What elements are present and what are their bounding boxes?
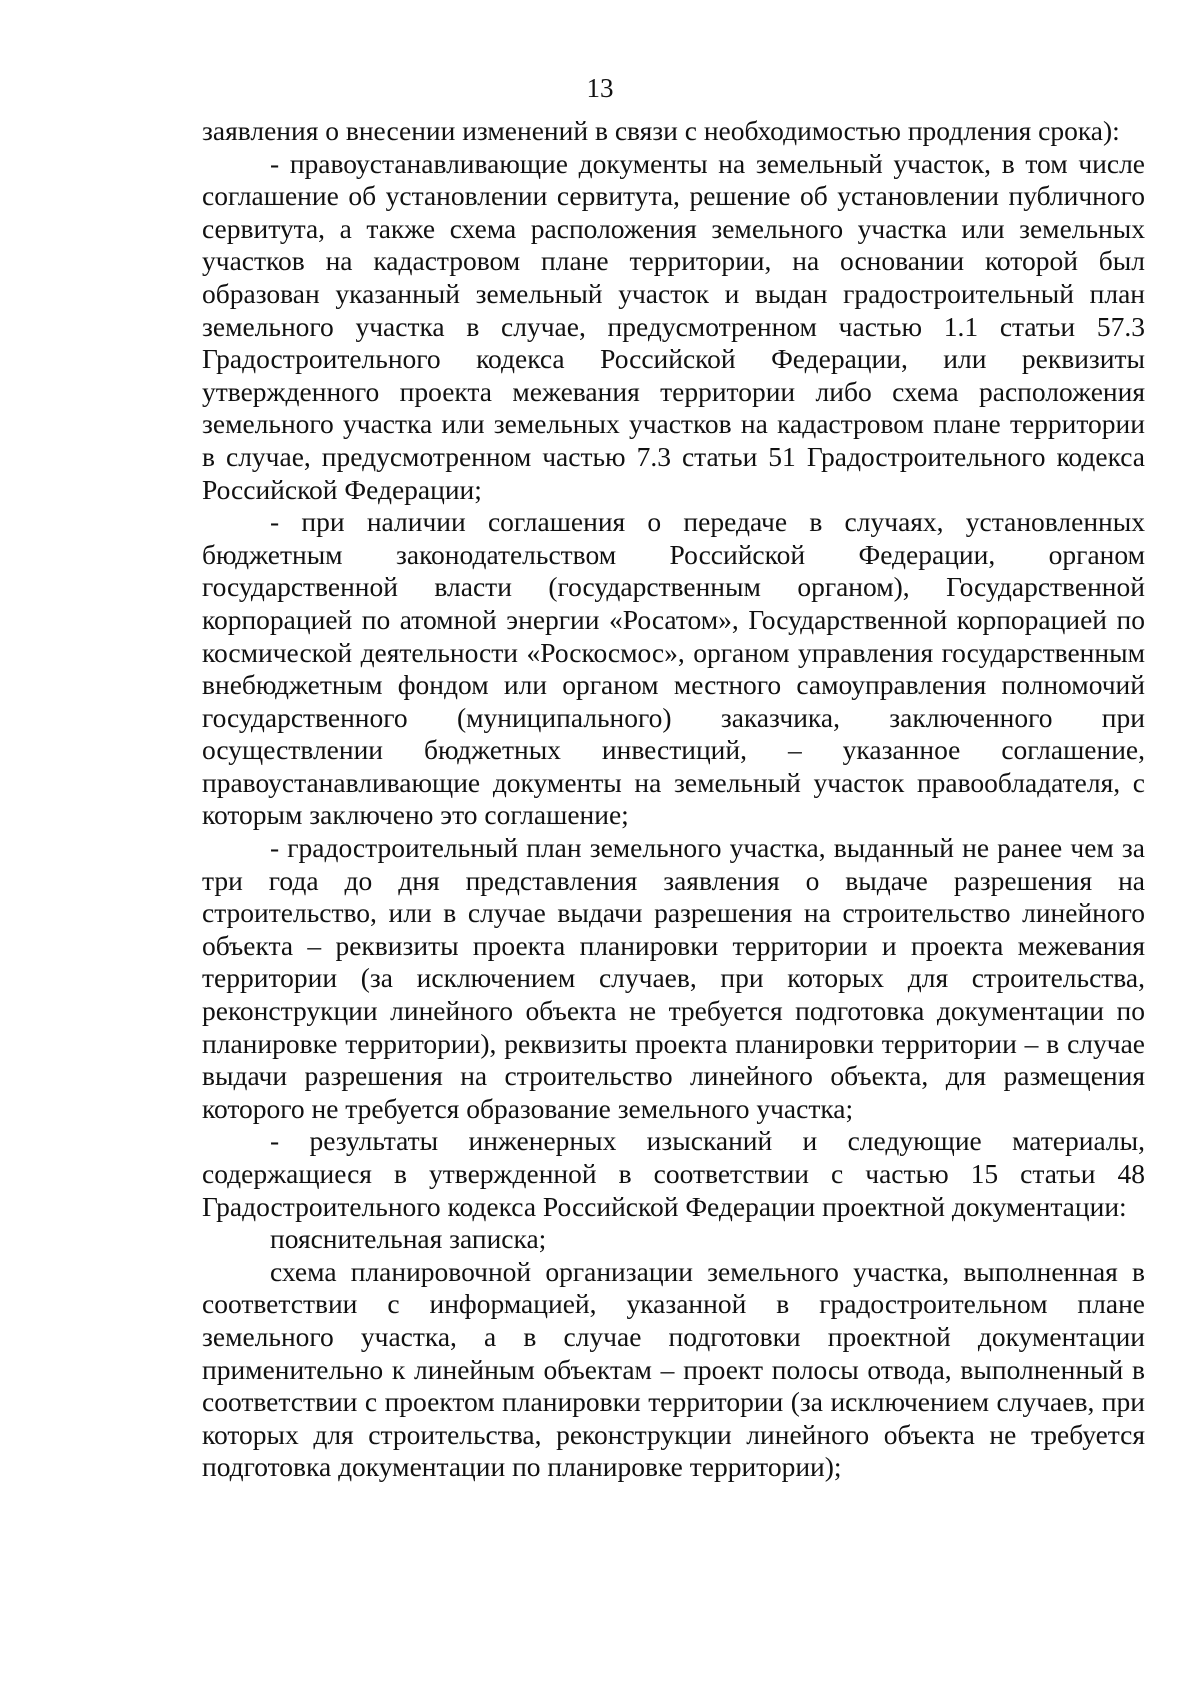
- paragraph-survey-results: - результаты инженерных изысканий и следующие материалы, содержащиеся в утвержденной в соответствии с частью 15 статьи 48 Градостроительного кодекса Российской Федерации проектной документации:: [202, 1125, 1145, 1222]
- page-number: 13: [586, 73, 614, 103]
- paragraph-explanatory-note: пояснительная записка;: [270, 1223, 547, 1255]
- paragraph-site-scheme: схема планировочной организации земельного участка, выполненная в соответствии с информацией, указанной в градостроительном плане земельного участка, а в случае подготовки проектной документации применительно к линейным объектам – проект полосы отвода, выполненный в соответствии с проектом планировки территории (за исключением случаев, при которых для строительства, реконструкции линейного объекта не требуется подготовка документации по планировке территории);: [202, 1255, 1145, 1483]
- document-body: [202, 115, 1145, 1484]
- paragraph-continuation: заявления о внесении изменений в связи с необходимостью продления срока):: [202, 115, 1120, 146]
- paragraph-title-documents: - правоустанавливающие документы на земельный участок, в том числе соглашение об установлении сервитута, решение об установлении публичного сервитута, а также схема расположения земельного участка или земельных участков на кадастровом плане территории, на основании которой был образован указанный земельный участок и выдан градостроительный план земельного участка в случае, предусмотренном частью 1.1 статьи 57.3 Градостроительного кодекса Российской Федерации, или реквизиты утвержденного проекта межевания территории либо схема расположения земельного участка или земельных участков на кадастровом плане территории в случае, предусмотренном частью 7.3 статьи 51 Градостроительного кодекса Российской Федерации;: [202, 147, 1145, 505]
- paragraph-agreement: - при наличии соглашения о передаче в случаях, установленных бюджетным законодательством Российской Федерации, органом государственной власти (государственным органом), Государственной корпорацией по атомной энергии «Росатом», Государственной корпорацией по космической деятельности «Роскосмос», органом управления государственным внебюджетным фондом или органом местного самоуправления полномочий государственного (муниципального) заказчика, заключенного при осуществлении бюджетных инвестиций, – указанное соглашение, правоустанавливающие документы на земельный участок правообладателя, с которым заключено это соглашение;: [202, 506, 1145, 831]
- paragraph-urban-plan: - градостроительный план земельного участка, выданный не ранее чем за три года до дня представления заявления о выдаче разрешения на строительство, или в случае выдачи разрешения на строительство линейного объекта – реквизиты проекта планировки территории и проекта межевания территории (за исключением случаев, при которых для строительства, реконструкции линейного объекта не требуется подготовка документации по планировке территории), реквизиты проекта планировки территории – в случае выдачи разрешения на строительство линейного объекта, для размещения которого не требуется образование земельного участка;: [202, 832, 1145, 1124]
